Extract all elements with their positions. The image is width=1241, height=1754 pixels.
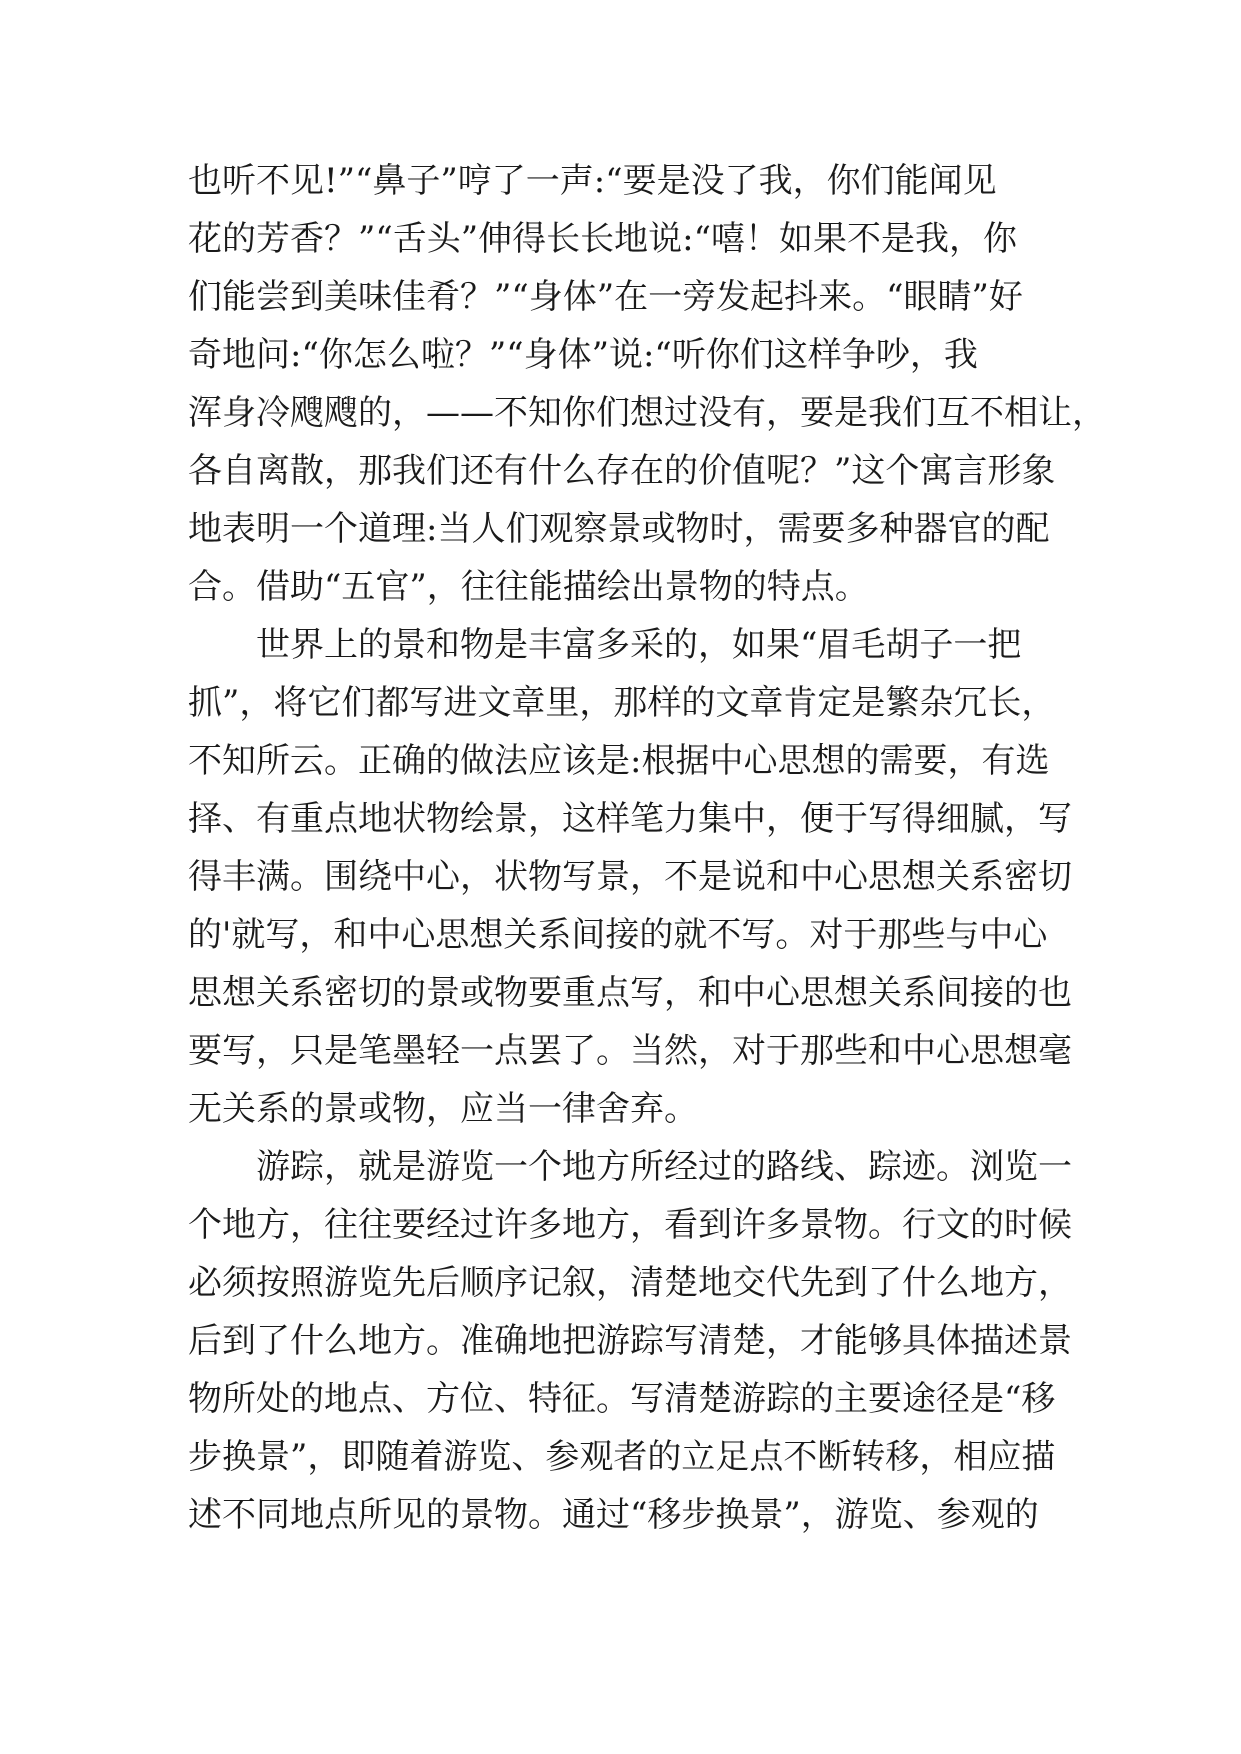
text-line: 不知所云。正确的做法应该是:根据中心思想的需要，有选: [188, 741, 1050, 781]
text-line: 抓”，将它们都写进文章里，那样的文章肯定是繁杂冗长，: [188, 683, 1056, 723]
paragraph-2: [188, 616, 1072, 1138]
paragraph-3: [188, 1138, 1072, 1544]
text-line: 步换景”，即随着游览、参观者的立足点不断转移，相应描: [188, 1437, 1056, 1477]
text-line: 花的芳香？”“舌头”伸得长长地说:“嘻！如果不是我，你: [188, 219, 1017, 259]
text-line: 后到了什么地方。准确地把游踪写清楚，才能够具体描述景: [188, 1321, 1072, 1361]
text-line: 浑身冷飕飕的，——不知你们想过没有，要是我们互不相让，: [188, 393, 1106, 433]
text-line: 述不同地点所见的景物。通过“移步换景”，游览、参观的: [188, 1495, 1039, 1535]
text-line: 的'就写，和中心思想关系间接的就不写。对于那些与中心: [188, 915, 1048, 955]
text-line: 各自离散，那我们还有什么存在的价值呢？”这个寓言形象: [188, 451, 1056, 491]
text-line: 物所处的地点、方位、特征。写清楚游踪的主要途径是“移: [188, 1379, 1056, 1419]
paragraph-1: [188, 152, 1106, 616]
text-line: 要写，只是笔墨轻一点罢了。当然，对于那些和中心思想毫: [188, 1031, 1072, 1071]
text-line: 无关系的景或物，应当一律舍弃。: [188, 1089, 698, 1129]
text-line: 思想关系密切的景或物要重点写，和中心思想关系间接的也: [188, 973, 1072, 1013]
text-line: 得丰满。围绕中心，状物写景，不是说和中心思想关系密切: [188, 857, 1072, 897]
text-line: 们能尝到美味佳肴？”“身体”在一旁发起抖来。“眼睛”好: [188, 277, 1023, 317]
text-line: 必须按照游览先后顺序记叙，清楚地交代先到了什么地方，: [188, 1263, 1072, 1303]
text-line: 地表明一个道理:当人们观察景或物时，需要多种器官的配: [188, 509, 1050, 549]
text-line: 合。借助“五官”，往往能描绘出景物的特点。: [188, 567, 869, 607]
text-line: 奇地问:“你怎么啦？”“身体”说:“听你们这样争吵，我: [188, 335, 978, 375]
text-line: 个地方，往往要经过许多地方，看到许多景物。行文的时候: [188, 1205, 1072, 1245]
text-line: 世界上的景和物是丰富多采的，如果“眉毛胡子一把: [188, 625, 1022, 665]
body-text: [188, 152, 1106, 1544]
text-line: 择、有重点地状物绘景，这样笔力集中，便于写得细腻，写: [188, 799, 1072, 839]
text-line: 也听不见!”“鼻子”哼了一声:“要是没了我，你们能闻见: [188, 161, 997, 201]
text-line: 游踪，就是游览一个地方所经过的路线、踪迹。浏览一: [188, 1147, 1072, 1187]
